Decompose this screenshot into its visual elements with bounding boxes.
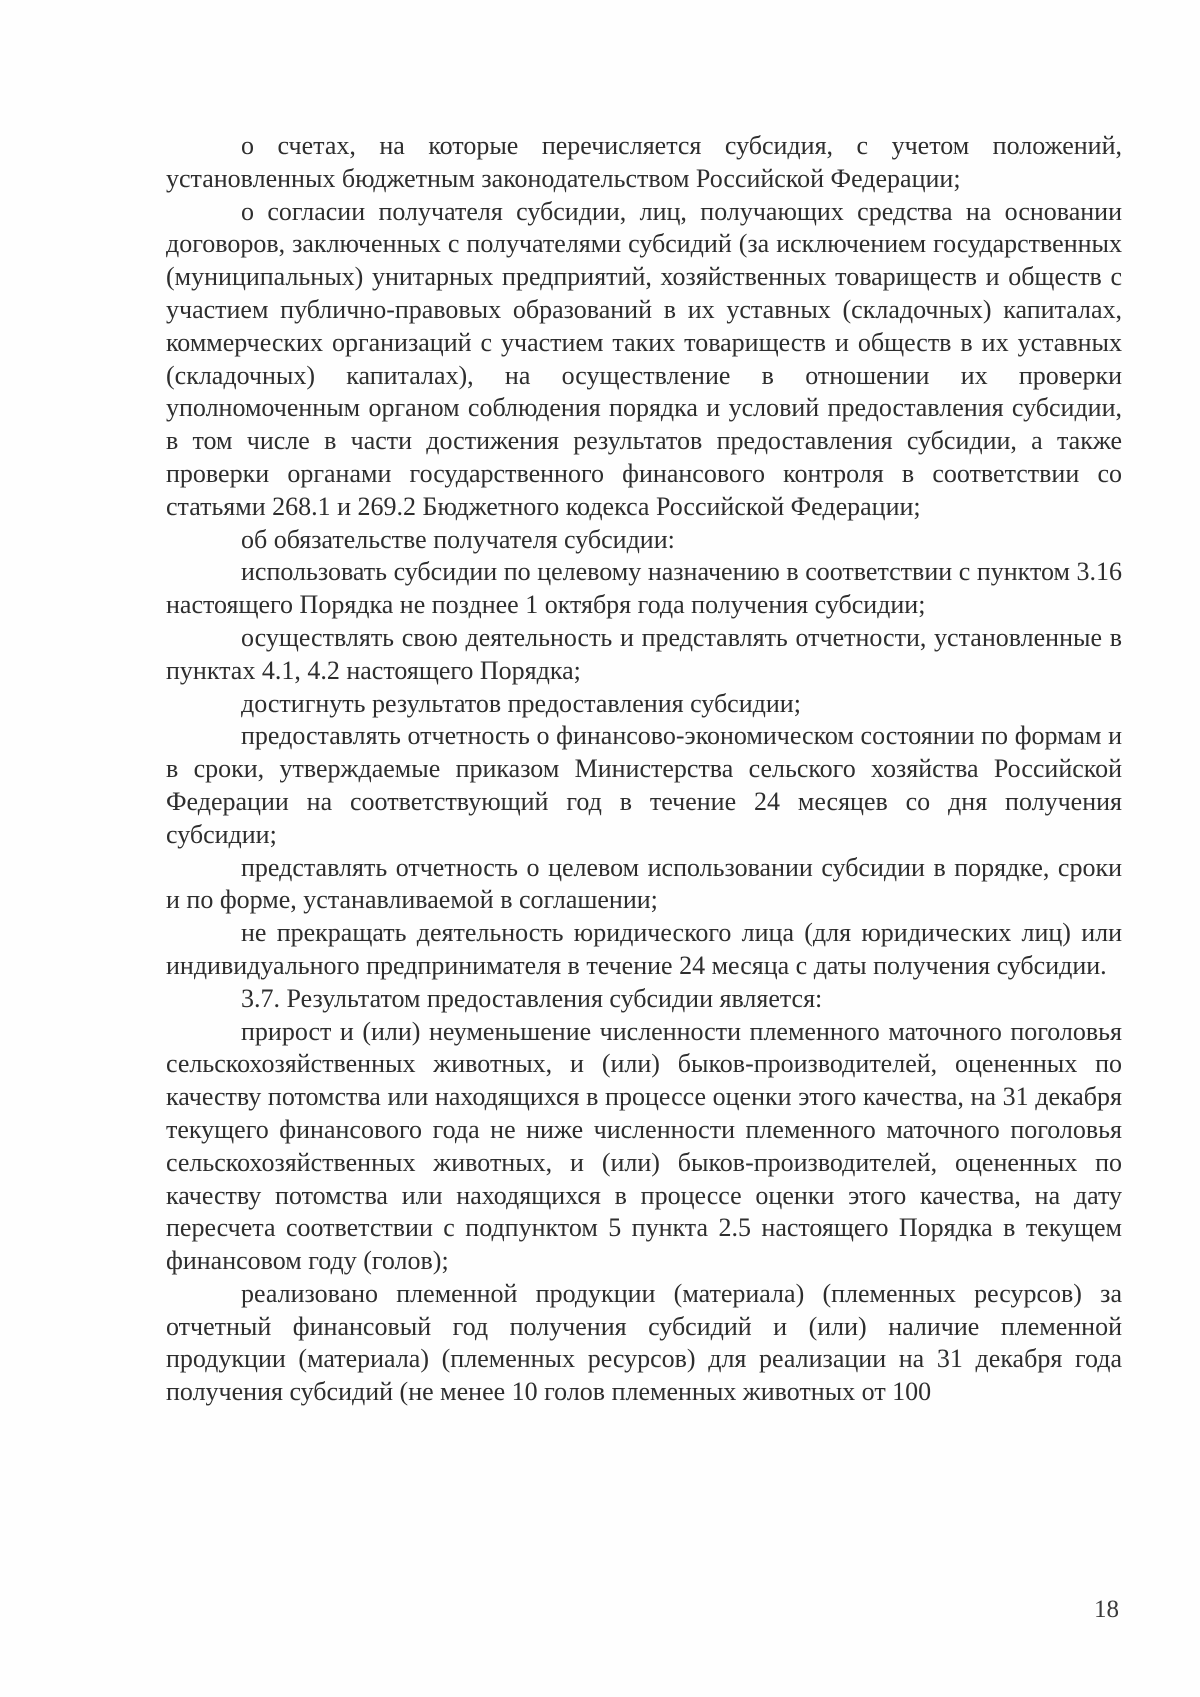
paragraph-breeding-products: реализовано племенной продукции (материала) (племенных ресурсов) за отчетный финансовый год получения субсидий и (или) наличие племенной продукции (материала) (племенных ресурсов) для реализации на 31 декабря года получения субсидий (не менее 10 голов племенных животных от 100 (166, 1278, 1122, 1407)
paragraph-obligation-heading: об обязательстве получателя субсидии: (241, 524, 675, 554)
paragraph-consent: о согласии получателя субсидии, лиц, получающих средства на основании договоров, заключенных с получателями субсидий (за исключением государственных (муниципальных) унитарных предприятий, хозяйственных товариществ и обществ с участием публично-правовых образований в их уставных (складочных) капиталах, коммерческих организаций с участием таких товариществ и обществ в их уставных (складочных) капиталах), на осуществление в отношении их проверки уполномоченным органом соблюдения порядка и условий предоставления субсидии, в том числе в части достижения результатов предоставления субсидии, а также проверки органами государственного финансового контроля в соответствии со статьями 268.1 и 269.2 Бюджетного кодекса Российской Федерации; (166, 196, 1122, 521)
paragraph-accounts: о счетах, на которые перечисляется субсидия, с учетом положений, установленных бюджетным законодательством Российской Федерации; (166, 131, 1122, 193)
paragraph-conduct-activity: осуществлять свою деятельность и представлять отчетности, установленные в пунктах 4.1, 4.2 настоящего Порядка; (166, 622, 1122, 685)
paragraph-financial-reporting: предоставлять отчетность о финансово-экономическом состоянии по формам и в сроки, утверждаемые приказом Министерства сельского хозяйства Российской Федерации на соответствующий год в течение 24 месяцев со дня получения субсидии; (166, 721, 1122, 849)
paragraph-not-terminate: не прекращать деятельность юридического лица (для юридических лиц) или индивидуального предпринимателя в течение 24 месяца с даты получения субсидии. (166, 918, 1122, 980)
paragraph-section-3-7: 3.7. Результатом предоставления субсидии является: (241, 983, 823, 1013)
page-number: 18 (1094, 1596, 1119, 1623)
paragraph-livestock-growth: прирост и (или) неуменьшение численности племенного маточного поголовья сельскохозяйственных животных, и (или) быков-производителей, оцененных по качеству потомства или находящихся в процессе оценки этого качества, на 31 декабря текущего финансового года не ниже численности племенного маточного поголовья сельскохозяйственных животных, и (или) быков-производителей, оцененных по качеству потомства или находящихся в процессе оценки этого качества, на дату пересчета соответствии с подпунктом 5 пункта 2.5 настоящего Порядка в текущем финансовом году (голов); (166, 1016, 1122, 1276)
paragraph-targeted-use-reporting: представлять отчетность о целевом использовании субсидии в порядке, сроки и по форме, устанавливаемой в соглашении; (166, 852, 1122, 915)
document-body (166, 130, 1122, 1409)
paragraph-achieve-results: достигнуть результатов предоставления субсидии; (241, 688, 801, 718)
paragraph-use-subsidy: использовать субсидии по целевому назначению в соответствии с пунктом 3.16 настоящего Порядка не позднее 1 октября года получения субсидии; (166, 557, 1122, 620)
